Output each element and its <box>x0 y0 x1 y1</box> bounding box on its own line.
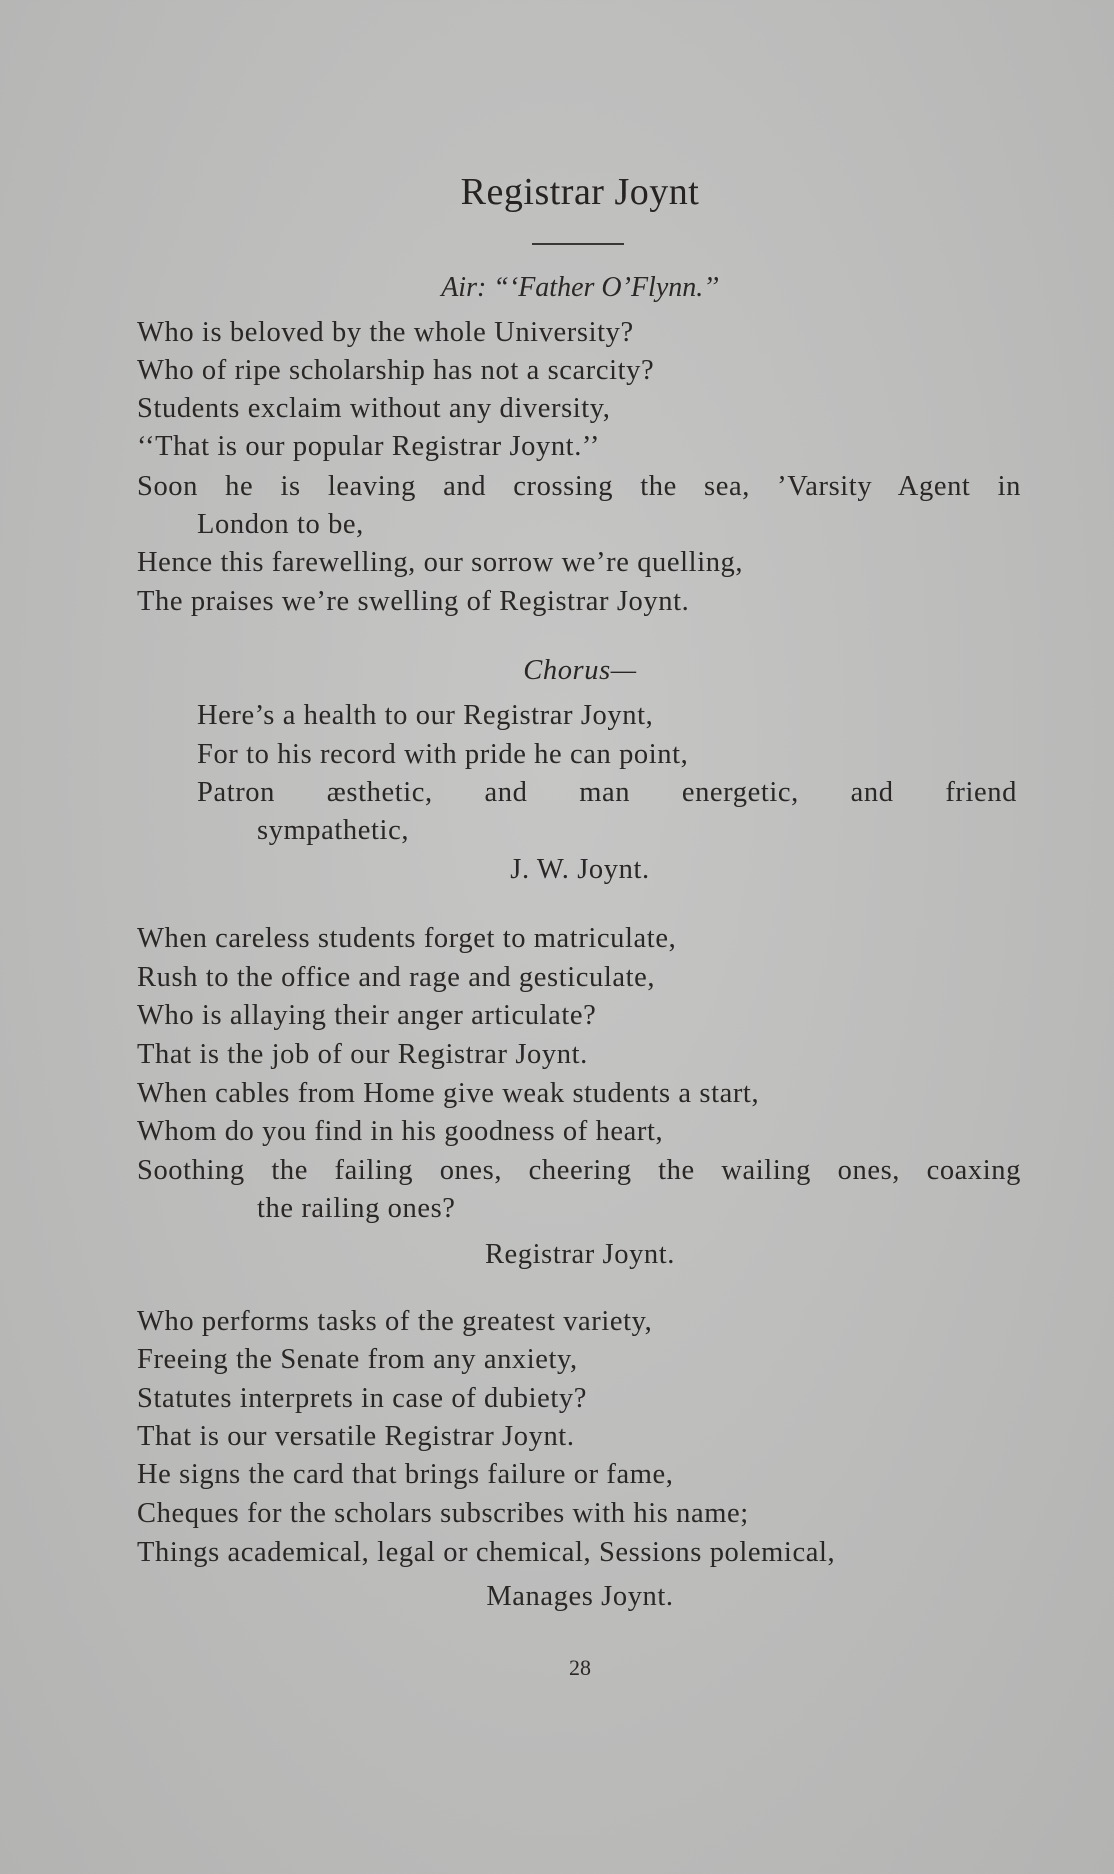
chorus-line-3: Patron æsthetic, and man energetic, and friend <box>197 777 1017 808</box>
stanza3-line-5: He signs the card that brings failure or fame, <box>137 1459 674 1490</box>
stanza1-line-1: Who is beloved by the whole University? <box>137 317 634 348</box>
stanza2-refrain: Registrar Joynt. <box>484 1239 676 1270</box>
stanza3-refrain: Manages Joynt. <box>486 1581 674 1612</box>
stanza1-line-7: The praises we’re swelling of Registrar Joynt. <box>137 586 690 617</box>
stanza2-line-5: When cables from Home give weak students a start, <box>137 1078 760 1109</box>
stanza1-line-2: Who of ripe scholarship has not a scarcity? <box>137 355 655 386</box>
stanza3-line-2: Freeing the Senate from any anxiety, <box>137 1344 578 1375</box>
chorus-line-2: For to his record with pride he can point, <box>197 739 689 770</box>
chorus-refrain: J. W. Joynt. <box>510 854 650 885</box>
stanza1-line-5: Soon he is leaving and crossing the sea, ’Varsity Agent in <box>137 471 1021 502</box>
title-rule <box>532 243 624 245</box>
stanza1-line-3: Students exclaim without any diversity, <box>137 393 611 424</box>
stanza2-line-6: Whom do you find in his goodness of heart, <box>137 1116 664 1147</box>
stanza2-line-7-continued: the railing ones? <box>257 1193 456 1224</box>
air-subtitle: Air: “‘Father O’Flynn.’’ <box>441 272 719 303</box>
chorus-line-3-continued: sympathetic, <box>257 815 410 846</box>
stanza2-line-2: Rush to the office and rage and gesticulate, <box>137 962 656 993</box>
stanza2-line-1: When careless students forget to matriculate, <box>137 923 677 954</box>
stanza2-line-4: That is the job of our Registrar Joynt. <box>137 1039 588 1070</box>
stanza1-line-6: Hence this farewelling, our sorrow we’re quelling, <box>137 547 744 578</box>
stanza3-line-7: Things academical, legal or chemical, Sessions polemical, <box>137 1537 836 1568</box>
stanza3-line-6: Cheques for the scholars subscribes with his name; <box>137 1498 749 1529</box>
stanza3-line-3: Statutes interprets in case of dubiety? <box>137 1383 587 1414</box>
stanza1-line-4: ‘‘That is our popular Registrar Joynt.’’ <box>137 431 600 462</box>
stanza1-line-5-continued: London to be, <box>197 509 364 540</box>
stanza3-line-4: That is our versatile Registrar Joynt. <box>137 1421 575 1452</box>
stanza2-line-3: Who is allaying their anger articulate? <box>137 1000 597 1031</box>
stanza3-line-1: Who performs tasks of the greatest variety, <box>137 1306 653 1337</box>
poem-title: Registrar Joynt <box>460 171 700 213</box>
page-number: 28 <box>569 1655 591 1680</box>
chorus-line-1: Here’s a health to our Registrar Joynt, <box>197 700 654 731</box>
chorus-heading: Chorus— <box>523 655 637 686</box>
stanza2-line-7: Soothing the failing ones, cheering the wailing ones, coaxing <box>137 1155 1021 1186</box>
